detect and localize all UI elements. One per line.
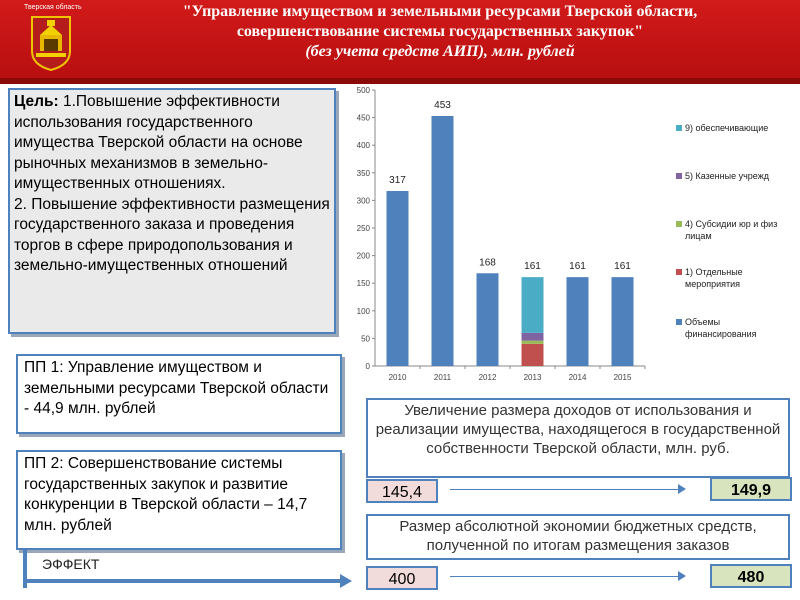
page-title — [130, 2, 750, 62]
legend-swatch — [676, 319, 682, 325]
bar-segment — [612, 277, 634, 366]
metric-savings-box: Размер абсолютной экономии бюджетных средств, полученной по итогам размещения заказов — [366, 514, 790, 560]
x-tick-label: 2011 — [433, 373, 452, 382]
arrow-right-icon — [678, 571, 686, 581]
metric-savings-to: 480 — [710, 564, 792, 588]
y-tick-label: 0 — [365, 362, 370, 371]
goal-text-2: 2. Повышение эффективности размещения государственного заказа и проведения торгов в сфере природопользования и земельно-имущественных отношений — [14, 195, 330, 274]
legend-swatch — [676, 269, 682, 275]
title-line-3a: (без учета средств АИП), — [305, 43, 492, 60]
goal-label: Цель: — [14, 93, 59, 110]
metric-income-to: 149,9 — [710, 477, 792, 501]
bar-segment — [567, 277, 589, 366]
title-line-3 — [130, 42, 750, 62]
metric-savings-arrow-line — [450, 576, 680, 577]
metric-savings-from: 400 — [366, 566, 438, 590]
bar-chart — [340, 84, 660, 384]
title-line-2: совершенствование системы государственных закупок" — [236, 23, 644, 40]
legend-swatch — [676, 221, 682, 227]
legend-swatch — [676, 125, 682, 131]
legend-label: Объемы финансирования — [685, 317, 757, 339]
bar-segment — [477, 273, 499, 366]
arrow-right-icon — [678, 484, 686, 494]
bar-segment — [522, 333, 544, 341]
legend-label: 9) обеспечивающие — [685, 123, 769, 133]
effect-label: ЭФФЕКТ — [42, 556, 100, 572]
effect-arrow-icon — [340, 574, 352, 588]
legend-label: 1) Отдельные мероприятия — [685, 267, 743, 289]
title-line-1: "Управление имуществом и земельными ресурсами Тверской области, — [182, 3, 698, 20]
pp1-box: ПП 1: Управление имуществом и земельными ресурсами Тверской области - 44,9 млн. рублей — [16, 354, 342, 434]
goal-box — [8, 88, 336, 334]
data-label: 453 — [434, 99, 451, 111]
bar-segment — [387, 191, 409, 366]
data-label: 317 — [389, 175, 406, 187]
goal-text — [10, 90, 336, 279]
legend-label: 5) Казенные учрежд — [685, 171, 769, 181]
data-label: 161 — [524, 261, 541, 273]
y-tick-label: 50 — [361, 334, 370, 344]
metric-income-from: 145,4 — [366, 479, 438, 503]
goal-text-1: 1.Повышение эффективности использования государственного имущества Тверской области на основе рыночных механизмов в земельно-имущественных отношениях. — [14, 93, 303, 192]
legend-label: 4) Субсидии юр и физ лицам — [685, 219, 778, 241]
legend-swatch — [676, 173, 682, 179]
x-tick-label: 2010 — [388, 373, 407, 382]
y-tick-label: 400 — [356, 141, 370, 151]
data-label: 168 — [479, 257, 496, 269]
y-tick-label: 250 — [356, 224, 370, 233]
x-tick-label: 2014 — [568, 373, 587, 382]
y-tick-label: 100 — [356, 306, 370, 316]
pp2-box: ПП 2: Совершенствование системы государственных закупок и развитие конкуренции в Тверской области – 14,7 млн. рублей — [16, 450, 342, 550]
y-tick-label: 450 — [356, 113, 370, 123]
y-tick-label: 300 — [356, 196, 370, 206]
bar-segment — [522, 344, 544, 366]
data-label: 161 — [614, 261, 631, 273]
bar-segment — [432, 116, 454, 366]
x-tick-label: 2015 — [613, 373, 632, 382]
bar-segment — [522, 341, 544, 344]
title-units: млн. рублей — [491, 43, 575, 60]
region-label: Тверская область — [24, 4, 82, 11]
tver-coat-of-arms-icon — [30, 15, 72, 71]
effect-connector-horizontal — [23, 579, 343, 583]
x-tick-label: 2012 — [478, 373, 497, 382]
y-tick-label: 150 — [356, 279, 370, 289]
y-tick-label: 350 — [356, 168, 370, 178]
data-label: 161 — [569, 261, 586, 273]
metric-income-box: Увеличение размера доходов от использования и реализации имущества, находящегося в государственной собственности Тверской области, млн. руб. — [366, 398, 790, 478]
metric-income-arrow-line — [450, 489, 680, 490]
y-tick-label: 500 — [356, 86, 370, 95]
x-tick-label: 2013 — [523, 373, 542, 382]
bar-segment — [522, 277, 544, 333]
y-tick-label: 200 — [356, 251, 370, 261]
